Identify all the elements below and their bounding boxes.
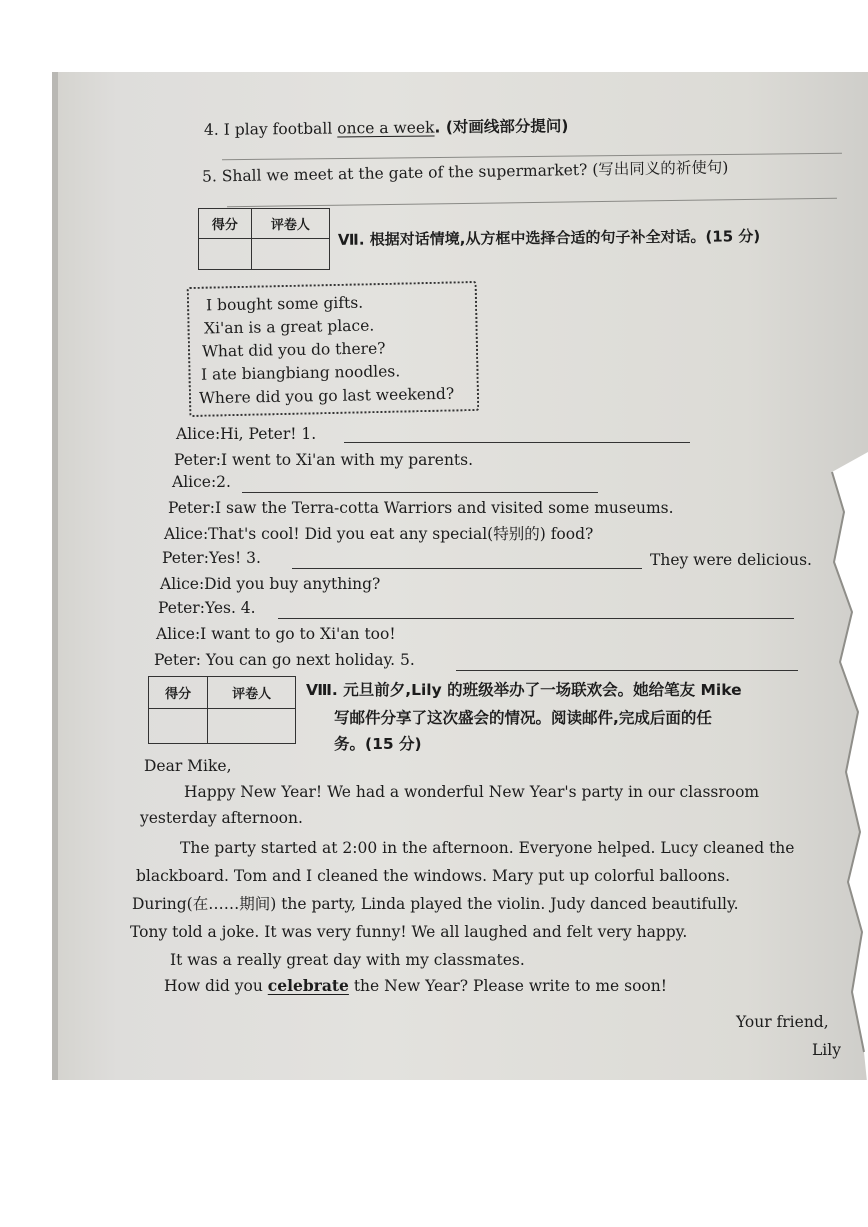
grader-header: 评卷人 [208,677,296,709]
option-1: I bought some gifts. [205,293,364,315]
grader-header: 评卷人 [251,209,329,239]
q4-post: . (对画线部分提问) [434,117,569,137]
q5-text: 5. Shall we meet at the gate of the supermarket? (写出同义的祈使句) [201,158,729,186]
letter-p3: It was a really great day with my classmates. [170,951,525,969]
section-8-line-3: 务。(15 分) [334,735,422,753]
blank-4 [278,618,794,619]
section-8-line-2: 写邮件分享了这次盛会的情况。阅读邮件,完成后面的任 [334,709,712,727]
letter-p2-line4: Tony told a joke. It was very funny! We all laughed and felt very happy. [130,923,688,941]
q4-underlined: once a week [337,118,435,138]
letter-p1-line1: Happy New Year! We had a wonderful New Year's party in our classroom [184,783,760,801]
exam-paper [52,72,868,1080]
paper-edge [52,72,58,1080]
answer-line-q4 [222,153,842,160]
celebrate-word: celebrate [267,976,349,995]
dialogue-line-10: Peter: You can go next holiday. 5. [154,651,415,669]
dialogue-line-9: Alice:I want to go to Xi'an too! [156,625,396,643]
score-table-8 [148,676,296,744]
torn-edge [748,452,868,1080]
option-4: I ate biangbiang noodles. [200,362,401,384]
dialogue-line-4: Peter:I saw the Terra-cotta Warriors and visited some museums. [168,499,674,517]
letter-p4-post: the New Year? Please write to me soon! [348,977,667,995]
score-header: 得分 [149,677,208,709]
score-cell [199,239,252,270]
blank-5 [456,670,798,671]
letter-p2-line3: During(在……期间) the party, Linda played the violin. Judy danced beautifully. [132,895,739,913]
answer-line-q5 [227,198,837,208]
dialogue-line-5: Alice:That's cool! Did you eat any special(特别的) food? [164,525,594,543]
letter-p1-line2: yesterday afternoon. [140,809,303,827]
blank-3 [292,568,642,569]
dialogue-line-1: Alice:Hi, Peter! 1. [176,425,317,443]
section-8-line-1: Ⅷ. 元旦前夕,Lily 的班级举办了一场联欢会。她给笔友 Mike [306,681,742,699]
grader-cell [208,709,296,744]
score-cell [149,709,208,744]
letter-p4 [164,976,667,996]
question-5 [202,157,729,186]
dialogue-tail: They were delicious. [650,551,812,569]
blank-2 [242,492,598,493]
dialogue-line-6: Peter:Yes! 3. [162,549,261,567]
question-4 [204,116,569,140]
dialogue-line-2: Peter:I went to Xi'an with my parents. [174,451,474,469]
dialogue-line-3: Alice:2. [172,473,231,491]
option-3: What did you do there? [201,339,386,361]
grader-cell [251,239,329,270]
dialogue-line-8: Peter:Yes. 4. [158,599,256,617]
dialogue-line-7: Alice:Did you buy anything? [160,575,381,593]
option-5: Where did you go last weekend? [198,384,455,408]
q4-pre: 4. I play football [203,119,338,139]
section-7-title: Ⅶ. 根据对话情境,从方框中选择合适的句子补全对话。(15 分) [337,227,761,249]
blank-1 [344,442,690,443]
letter-signature: Lily [812,1041,841,1059]
score-header: 得分 [199,209,252,239]
letter-p2-line2: blackboard. Tom and I cleaned the windows. Mary put up colorful balloons. [136,867,731,885]
letter-closing: Your friend, [736,1013,829,1031]
option-2: Xi'an is a great place. [203,316,375,338]
letter-greeting: Dear Mike, [144,757,232,775]
letter-p4-pre: How did you [164,977,268,995]
score-table-7 [198,208,330,270]
letter-p2-line1: The party started at 2:00 in the afternoon. Everyone helped. Lucy cleaned the [180,839,795,857]
